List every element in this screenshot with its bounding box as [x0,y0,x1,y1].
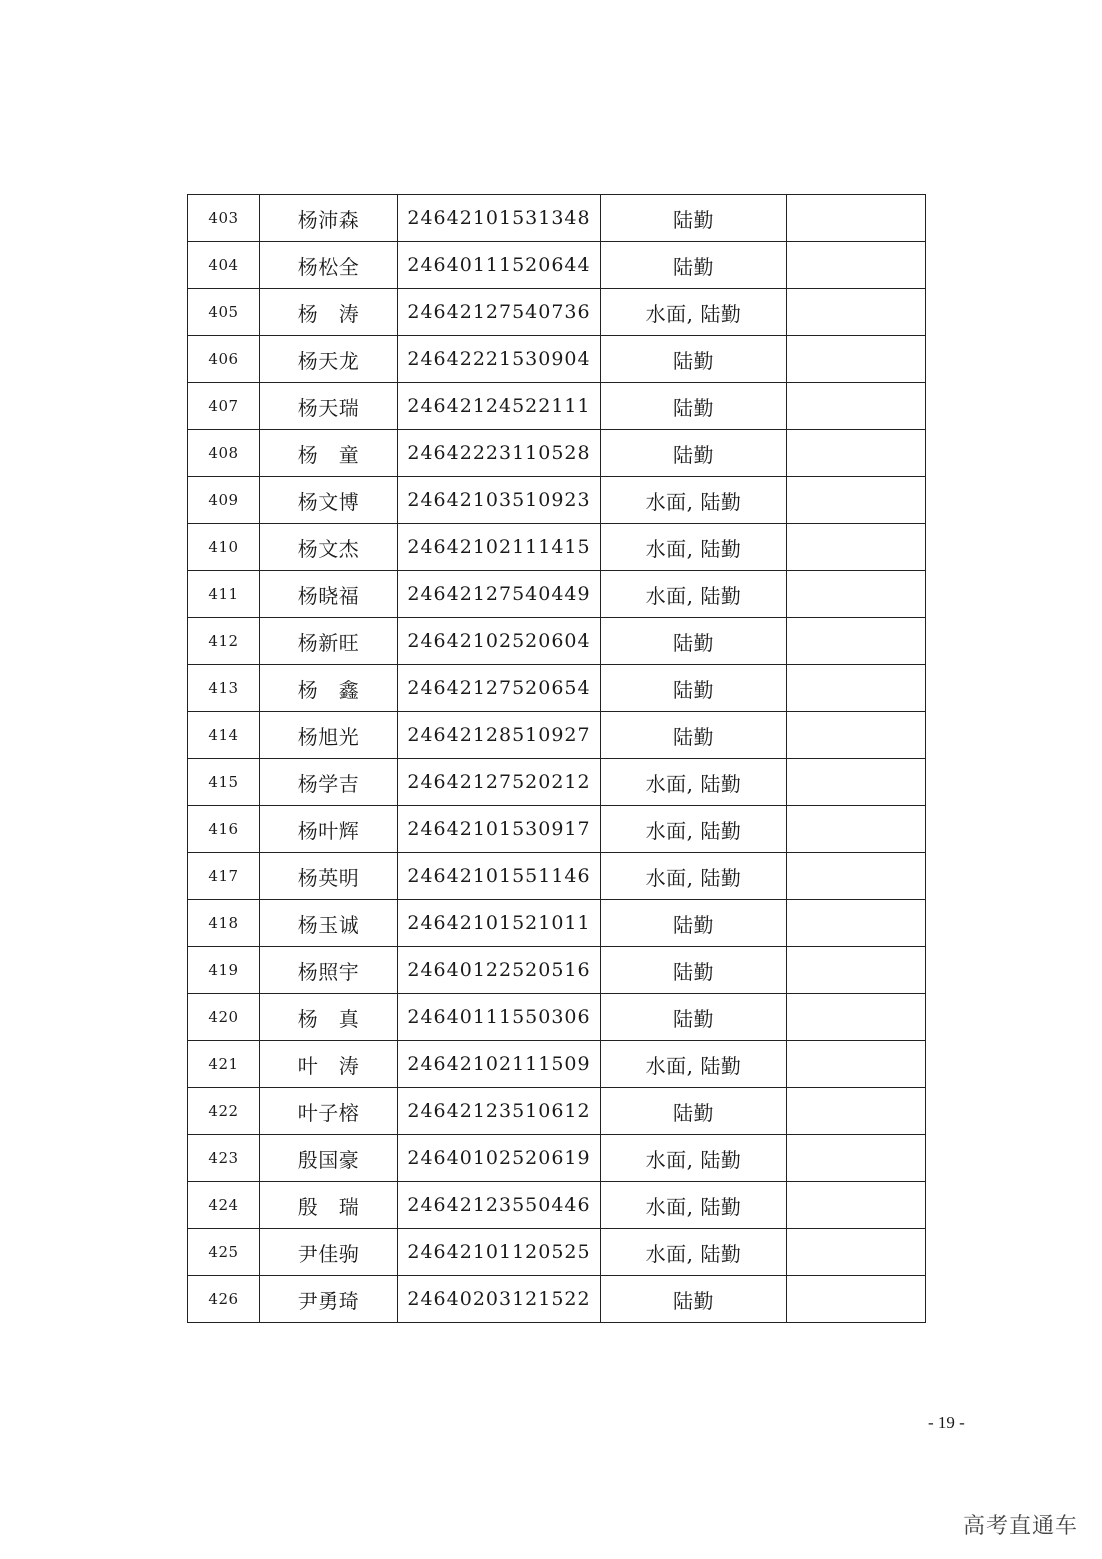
row-number-cell: 416 [188,806,260,853]
candidate-id-cell: 24640122520516 [398,947,601,994]
name-cell: 杨英明 [260,853,398,900]
row-number-cell: 418 [188,900,260,947]
remark-cell [787,618,926,665]
remark-cell [787,1182,926,1229]
table-row [188,806,926,853]
category-cell: 水面, 陆勤 [601,477,787,524]
name-cell: 杨学吉 [260,759,398,806]
remark-cell [787,806,926,853]
table-row [188,289,926,336]
remark-cell [787,994,926,1041]
category-cell: 水面, 陆勤 [601,571,787,618]
remark-cell [787,712,926,759]
name-cell: 杨新旺 [260,618,398,665]
row-number-cell: 426 [188,1276,260,1323]
candidate-id-cell: 24642127540736 [398,289,601,336]
roster-table [187,194,926,1323]
candidate-id-cell: 24640203121522 [398,1276,601,1323]
row-number-cell: 406 [188,336,260,383]
category-cell: 陆勤 [601,383,787,430]
row-number-cell: 424 [188,1182,260,1229]
remark-cell [787,336,926,383]
candidate-id-cell: 24642102111509 [398,1041,601,1088]
table-row [188,1041,926,1088]
remark-cell [787,383,926,430]
category-cell: 水面, 陆勤 [601,806,787,853]
category-cell: 水面, 陆勤 [601,1041,787,1088]
category-cell: 水面, 陆勤 [601,289,787,336]
table-row [188,759,926,806]
table-row [188,853,926,900]
name-cell: 殷国豪 [260,1135,398,1182]
remark-cell [787,195,926,242]
candidate-id-cell: 24642102520604 [398,618,601,665]
name-cell: 殷 瑞 [260,1182,398,1229]
name-cell: 叶 涛 [260,1041,398,1088]
candidate-id-cell: 24640111550306 [398,994,601,1041]
candidate-id-cell: 24642128510927 [398,712,601,759]
remark-cell [787,289,926,336]
row-number-cell: 404 [188,242,260,289]
remark-cell [787,242,926,289]
remark-cell [787,1041,926,1088]
name-cell: 杨 鑫 [260,665,398,712]
remark-cell [787,524,926,571]
table-row [188,477,926,524]
row-number-cell: 412 [188,618,260,665]
row-number-cell: 411 [188,571,260,618]
remark-cell [787,571,926,618]
table-row [188,947,926,994]
candidate-id-cell: 24642101521011 [398,900,601,947]
row-number-cell: 415 [188,759,260,806]
category-cell: 陆勤 [601,900,787,947]
roster-table-body [188,195,926,1323]
name-cell: 杨晓福 [260,571,398,618]
table-row [188,242,926,289]
table-row [188,665,926,712]
remark-cell [787,1088,926,1135]
candidate-id-cell: 24640111520644 [398,242,601,289]
candidate-id-cell: 24642103510923 [398,477,601,524]
candidate-id-cell: 24642123510612 [398,1088,601,1135]
category-cell: 陆勤 [601,665,787,712]
watermark-logo-text: 高考直通车 [963,1514,1079,1539]
candidate-id-cell: 24640102520619 [398,1135,601,1182]
row-number-cell: 422 [188,1088,260,1135]
row-number-cell: 420 [188,994,260,1041]
name-cell: 尹佳驹 [260,1229,398,1276]
row-number-cell: 403 [188,195,260,242]
candidate-id-cell: 24642102111415 [398,524,601,571]
name-cell: 杨 童 [260,430,398,477]
table-row [188,900,926,947]
name-cell: 杨文杰 [260,524,398,571]
category-cell: 陆勤 [601,242,787,289]
candidate-id-cell: 24642127520212 [398,759,601,806]
row-number-cell: 407 [188,383,260,430]
category-cell: 陆勤 [601,994,787,1041]
table-row [188,712,926,759]
row-number-cell: 421 [188,1041,260,1088]
category-cell: 陆勤 [601,336,787,383]
category-cell: 水面, 陆勤 [601,853,787,900]
table-row [188,1088,926,1135]
candidate-id-cell: 24642127520654 [398,665,601,712]
row-number-cell: 419 [188,947,260,994]
remark-cell [787,900,926,947]
row-number-cell: 410 [188,524,260,571]
candidate-id-cell: 24642101551146 [398,853,601,900]
table-row [188,430,926,477]
name-cell: 杨天龙 [260,336,398,383]
name-cell: 杨叶辉 [260,806,398,853]
remark-cell [787,430,926,477]
candidate-id-cell: 24642223110528 [398,430,601,477]
candidate-id-cell: 24642101120525 [398,1229,601,1276]
table-row [188,524,926,571]
row-number-cell: 417 [188,853,260,900]
row-number-cell: 405 [188,289,260,336]
category-cell: 水面, 陆勤 [601,759,787,806]
row-number-cell: 414 [188,712,260,759]
name-cell: 杨 真 [260,994,398,1041]
name-cell: 杨文博 [260,477,398,524]
candidate-id-cell: 24642123550446 [398,1182,601,1229]
name-cell: 杨照宇 [260,947,398,994]
table-row [188,383,926,430]
category-cell: 陆勤 [601,1088,787,1135]
row-number-cell: 425 [188,1229,260,1276]
table-row [188,195,926,242]
table-row [188,1276,926,1323]
category-cell: 水面, 陆勤 [601,1135,787,1182]
category-cell: 陆勤 [601,1276,787,1323]
name-cell: 杨沛森 [260,195,398,242]
remark-cell [787,759,926,806]
candidate-id-cell: 24642101530917 [398,806,601,853]
candidate-id-cell: 24642101531348 [398,195,601,242]
remark-cell [787,665,926,712]
category-cell: 水面, 陆勤 [601,1182,787,1229]
page-number: - 19 - [928,1413,965,1432]
row-number-cell: 409 [188,477,260,524]
row-number-cell: 413 [188,665,260,712]
row-number-cell: 423 [188,1135,260,1182]
remark-cell [787,853,926,900]
remark-cell [787,1229,926,1276]
category-cell: 水面, 陆勤 [601,1229,787,1276]
name-cell: 杨旭光 [260,712,398,759]
table-row [188,1182,926,1229]
table-row [188,994,926,1041]
remark-cell [787,1276,926,1323]
remark-cell [787,1135,926,1182]
candidate-id-cell: 24642221530904 [398,336,601,383]
category-cell: 陆勤 [601,618,787,665]
name-cell: 尹勇琦 [260,1276,398,1323]
category-cell: 陆勤 [601,430,787,477]
category-cell: 陆勤 [601,947,787,994]
name-cell: 叶子榕 [260,1088,398,1135]
category-cell: 陆勤 [601,712,787,759]
name-cell: 杨 涛 [260,289,398,336]
row-number-cell: 408 [188,430,260,477]
table-row [188,1135,926,1182]
table-row [188,571,926,618]
table-row [188,618,926,665]
name-cell: 杨玉诚 [260,900,398,947]
table-row [188,1229,926,1276]
category-cell: 水面, 陆勤 [601,524,787,571]
table-row [188,336,926,383]
candidate-id-cell: 24642127540449 [398,571,601,618]
category-cell: 陆勤 [601,195,787,242]
remark-cell [787,947,926,994]
name-cell: 杨天瑞 [260,383,398,430]
candidate-id-cell: 24642124522111 [398,383,601,430]
remark-cell [787,477,926,524]
name-cell: 杨松全 [260,242,398,289]
